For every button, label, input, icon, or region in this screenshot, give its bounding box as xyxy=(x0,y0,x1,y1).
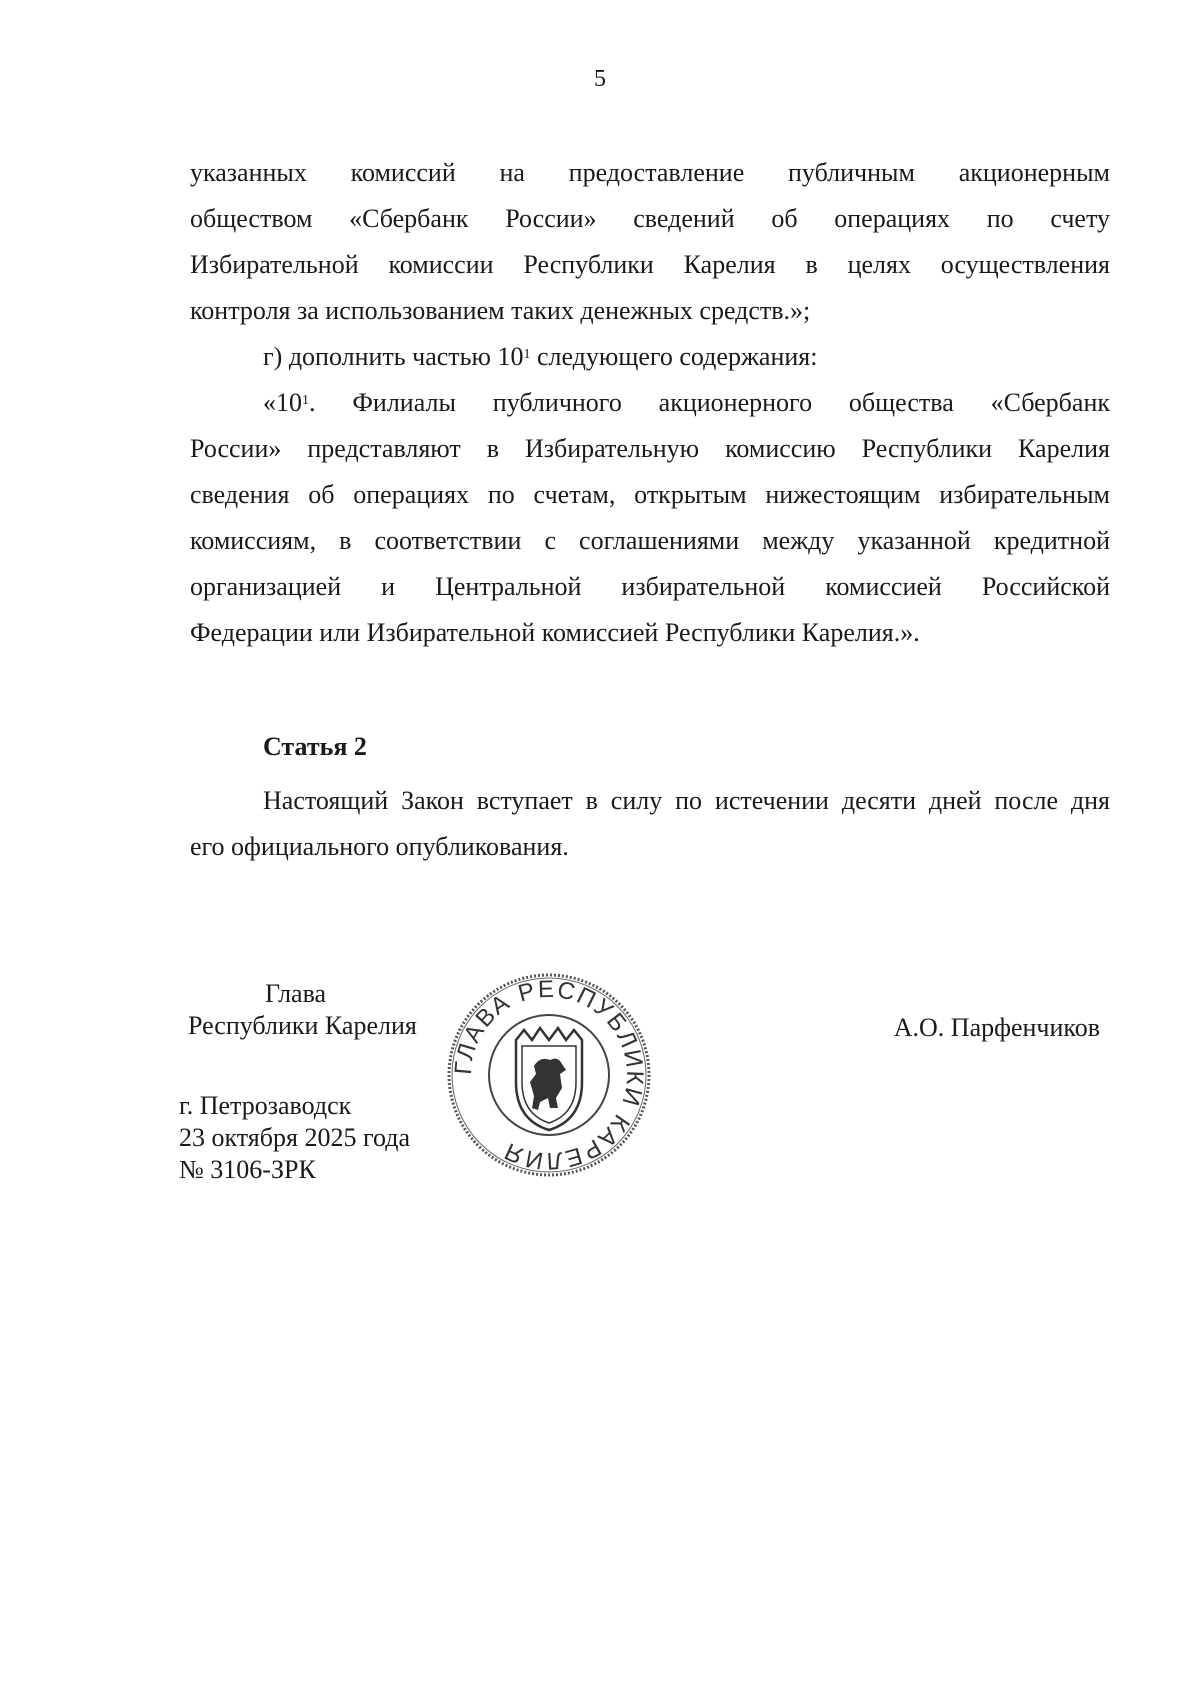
article-title: Статья 2 xyxy=(263,732,367,761)
place: г. Петрозаводск xyxy=(179,1091,352,1120)
seal-text: ГЛАВА РЕСПУБЛИКИ КАРЕЛИЯ xyxy=(449,975,649,1175)
signatory-title: Республики Карелия xyxy=(188,1011,417,1040)
coat-of-arms-bear-icon xyxy=(516,1028,582,1130)
text-line: обществом «Сбербанк России» сведений об операциях по счету xyxy=(190,204,1110,233)
page-number: 5 xyxy=(594,66,606,92)
date: 23 октября 2025 года xyxy=(179,1123,410,1152)
text-line: его официального опубликования. xyxy=(190,832,569,861)
text-line: комиссиям, в соответствии с соглашениями между указанной кредитной xyxy=(190,526,1110,555)
text-line: Настоящий Закон вступает в силу по истечении десяти дней после дня xyxy=(263,786,1110,815)
text-line: «$10^1$. Филиалы публичного акционерного общества «Сбербанк xyxy=(263,388,1110,417)
official-seal xyxy=(444,970,654,1180)
article-text xyxy=(190,778,1110,870)
text-line: Избирательной комиссии Республики Карелия в целях осуществления xyxy=(190,250,1110,279)
law-number: № 3106-ЗРК xyxy=(179,1155,316,1184)
text-line: Федерации или Избирательной комиссией Республики Карелия.». xyxy=(190,618,920,647)
text-line: указанных комиссий на предоставление публичным акционерным xyxy=(190,158,1110,187)
text-line: контроля за использованием таких денежных средств.»; xyxy=(190,296,811,325)
paragraph-amendment: г) дополнить частью $10^1$ следующего содержания: xyxy=(263,342,818,371)
text-line: России» представляют в Избирательную комиссию Республики Карелия xyxy=(190,434,1110,463)
body-text xyxy=(190,150,1110,656)
text-line: организацией и Центральной избирательной комиссией Российской xyxy=(190,572,1110,601)
text-line: сведения об операциях по счетам, открытым нижестоящим избирательным xyxy=(190,480,1110,509)
signatory-title: Глава xyxy=(265,979,327,1008)
signatory-name: А.О. Парфенчиков xyxy=(893,1013,1100,1042)
